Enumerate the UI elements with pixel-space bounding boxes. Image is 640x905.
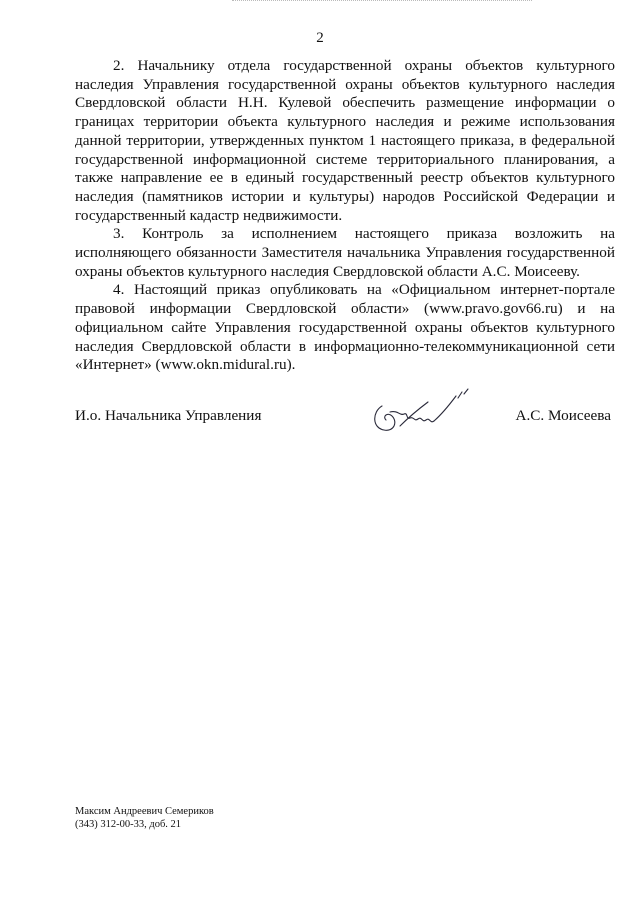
contact-phone: (343) 312-00-33, доб. 21 <box>75 819 182 830</box>
contact-name: Максим Андреевич Семериков <box>75 806 214 817</box>
document-body <box>75 57 615 375</box>
contact-info <box>75 805 214 831</box>
top-scan-rule <box>232 0 532 2</box>
page-number: 2 <box>316 30 324 46</box>
paragraph-3: 3. Контроль за исполнением настоящего приказа возложить на исполняющего обязанности Заместителя начальника Управления государственной охраны объектов культурного наследия Свердловской области А.С. Моисееву. <box>75 225 615 280</box>
paragraph-2: 2. Начальнику отдела государственной охраны объектов культурного наследия Управления государственной охраны объектов культурного наследия Свердловской области Н.Н. Кулевой обеспечить размещение информации о границах территории объекта культурного наследия и режиме использования данной территории, утвержденных пунктом 1 настоящего приказа, в федеральной государственной информационной системе территориального планирования, а также направление ее в единый государственный реестр объектов культурного наследия (памятников истории и культуры) народов Российской Федерации и государственный кадастр недвижимости. <box>75 57 615 224</box>
handwritten-signature <box>370 386 480 441</box>
signer-name: А.С. Моисеева <box>515 407 611 424</box>
signer-title: И.о. Начальника Управления <box>75 407 262 424</box>
signature-block <box>75 400 615 440</box>
paragraph-4: 4. Настоящий приказ опубликовать на «Официальном интернет-портале правовой информации Свердловской области» (www.pravo.gov66.ru) и на официальном сайте Управления государственной охраны объектов культурного наследия Свердловской области в информационно-телекоммуникационной сети «Интернет» (www.okn.midural.ru). <box>75 281 615 374</box>
